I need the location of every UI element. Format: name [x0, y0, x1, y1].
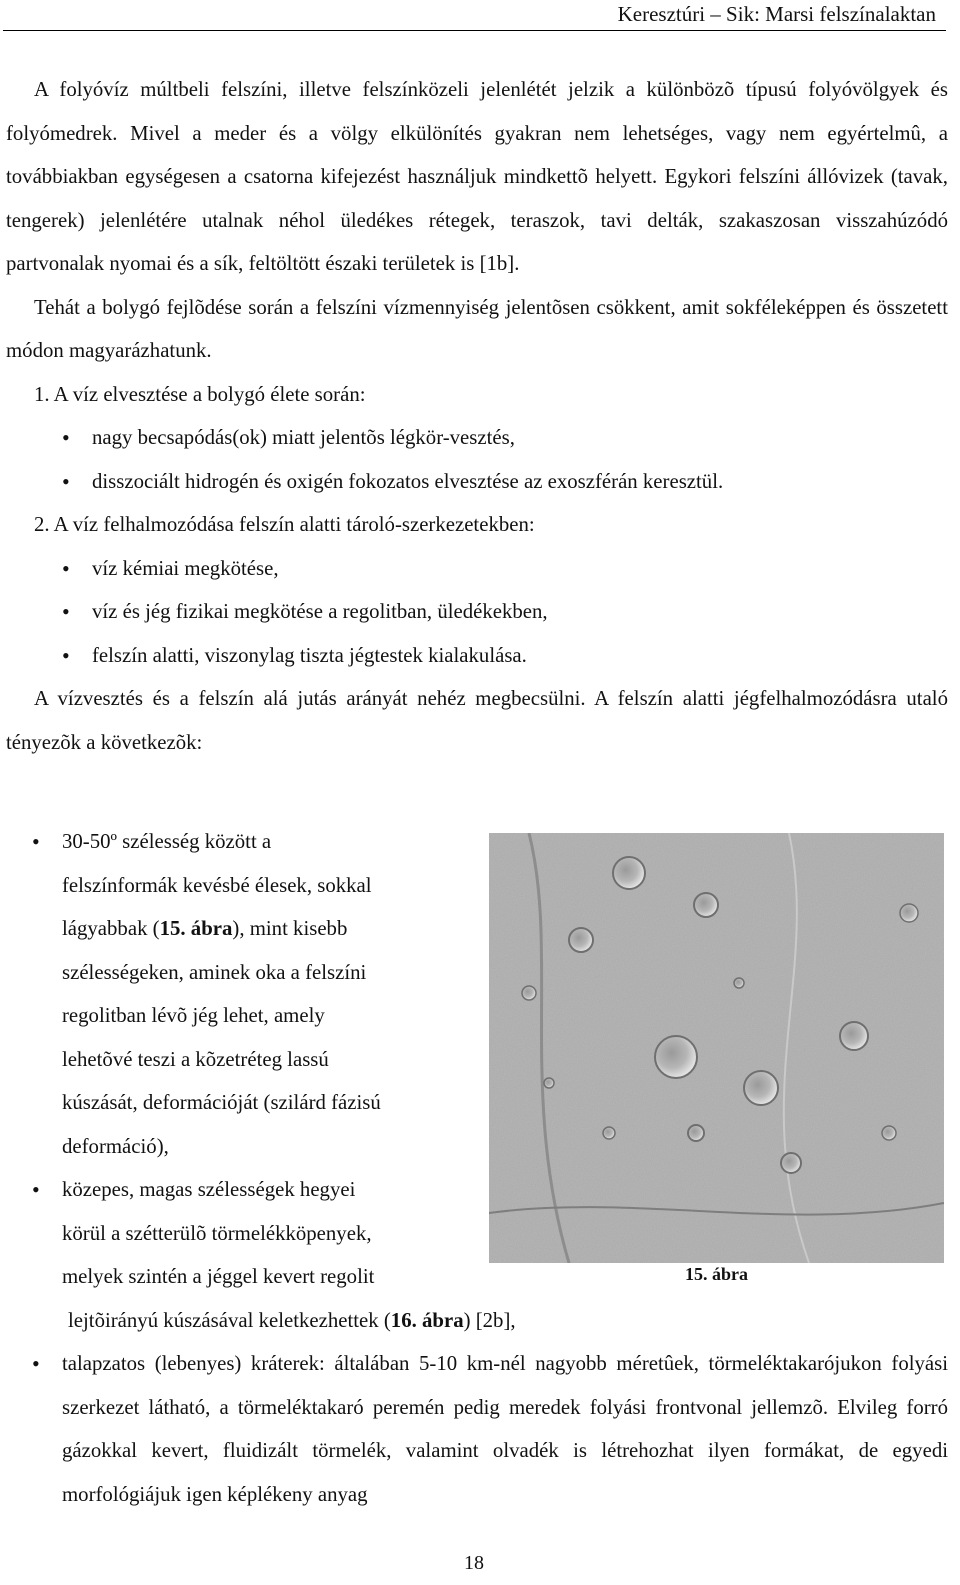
- bullet-a-line-8: deformáció),: [62, 1134, 169, 1158]
- crater: [734, 978, 744, 988]
- figure-15: [487, 830, 946, 1285]
- line-text: • 30-50º szélesség között a: [62, 830, 272, 853]
- bullet-a-line-6: lehetõvé teszi a kõzetréteg lassú: [62, 1047, 329, 1071]
- bullet-a-line-7: kúszását, deformációját (szilárd fázisú: [62, 1091, 381, 1114]
- crater: [603, 1127, 615, 1139]
- list-1-heading: 1. A víz elvesztése a bolygó élete során:: [34, 382, 366, 406]
- list-item: • felszín alatti, viszonylag tiszta jégtestek kialakulása.: [6, 634, 948, 678]
- line-text: ), mint kisebb: [232, 917, 348, 940]
- bullet-a-line-2: felszínformák kevésbé élesek, sokkal: [62, 873, 372, 897]
- page-header: [0, 0, 948, 34]
- crater: [655, 1036, 697, 1078]
- bullet-b-line-2: körül a szétterülõ törmelékköpenyek,: [62, 1221, 372, 1245]
- running-title: Keresztúri – Sik: Marsi felszínalaktan: [617, 2, 936, 26]
- line-text: lejtõirányú kúszásával keletkezhettek (: [68, 1309, 391, 1332]
- bullet-a-line-5: regolitban lévõ jég lehet, amely: [62, 1004, 325, 1027]
- paragraph-2: Tehát a bolygó fejlõdése során a felszíni vízmennyiség jelentõsen csökkent, amit sokféleképpen és összetett módon magyarázhatunk.: [6, 295, 948, 362]
- list-item: • nagy becsapódás(ok) miatt jelentõs légkör-vesztés,: [6, 416, 948, 460]
- bullet-b-line-3: melyek szintén a jéggel kevert regolit: [62, 1265, 375, 1288]
- line-text: lágyabbak (: [62, 917, 160, 940]
- crater: [688, 1125, 704, 1141]
- list-1: [6, 416, 948, 503]
- list-item: • víz kémiai megkötése,: [6, 547, 948, 591]
- crater: [781, 1153, 801, 1173]
- bullet-list-wide: [6, 1342, 948, 1516]
- crater: [694, 893, 718, 917]
- list-2: [6, 547, 948, 678]
- text-column-top: [6, 68, 948, 764]
- bullet-a-line-3: [62, 907, 456, 951]
- crater: [522, 986, 536, 1000]
- crater: [744, 1071, 778, 1105]
- bullet-debris-aprons: [6, 1168, 456, 1299]
- paragraph-3: A vízvesztés és a felszín alá jutás arányát nehéz megbecsülni. A felszín alatti jégfelhalmozódásra utaló tényezõk a következõk:: [6, 687, 948, 754]
- header-rule: [3, 30, 946, 31]
- list-item: • disszociált hidrogén és oxigén fokozatos elvesztése az exoszférán keresztül.: [6, 460, 948, 504]
- page-number: 18: [464, 1552, 484, 1574]
- line-text: ) [2b],: [463, 1309, 516, 1332]
- list-2-heading: 2. A víz felhalmozódása felszín alatti tároló-szerkezetekben:: [34, 513, 535, 536]
- figure-ref: 15. ábra: [159, 917, 233, 940]
- mars-crater-image: [489, 833, 944, 1263]
- bullet-a-line-4: szélességeken, aminek oka a felszíni: [62, 960, 367, 984]
- figure-caption: 15. ábra: [685, 1264, 748, 1284]
- bullet-a-line-1: [62, 820, 456, 864]
- crater: [840, 1022, 868, 1050]
- bullet-latitude: [6, 820, 456, 1168]
- crater: [882, 1126, 896, 1140]
- paragraph-1: A folyóvíz múltbeli felszíni, illetve felszínközeli jelenlétét jelzik a különbözõ típusú folyóvölgyek és folyómedrek. Mivel a meder és a völgy elkülönítés gyakran nem lehetséges, vagy nem egyértelmû, a továbbiakban egységesen a csatorna kifejezést használjuk mindkettõ helyett. Egykori felszíni állóvizek (tavak, tengerek) jelenlétére utalnak néhol üledékes rétegek, teraszok, tavi delták, szakaszosan visszahúzódó partvonalak nyomai és a sík, feltöltött északi területek is [1b].: [6, 78, 948, 275]
- crater: [900, 904, 918, 922]
- bullet-pedestal-craters: • talapzatos (lebenyes) kráterek: általában 5-10 km-nél nagyobb méretûek, törmeléktakarójukon folyási szerkezet látható, a törmeléktakaró peremén pedig meredek folyási frontvonal jellemzõ. Elvileg forró gázokkal kevert, fluidizált törmelék, valamint olvadék is létrehozhat ilyen formákat, de egyedi morfológiájuk igen képlékeny anyag: [6, 1342, 948, 1516]
- bullet-list-narrow: [6, 820, 456, 1299]
- bullet-b-last-line: [6, 1299, 954, 1343]
- figure-ref: 16. ábra: [390, 1309, 464, 1332]
- crater: [613, 857, 645, 889]
- bullet-b-line-1: • közepes, magas szélességek hegyei: [62, 1178, 356, 1201]
- crater: [544, 1078, 554, 1088]
- crater: [569, 928, 593, 952]
- list-item: • víz és jég fizikai megkötése a regolitban, üledékekben,: [6, 590, 948, 634]
